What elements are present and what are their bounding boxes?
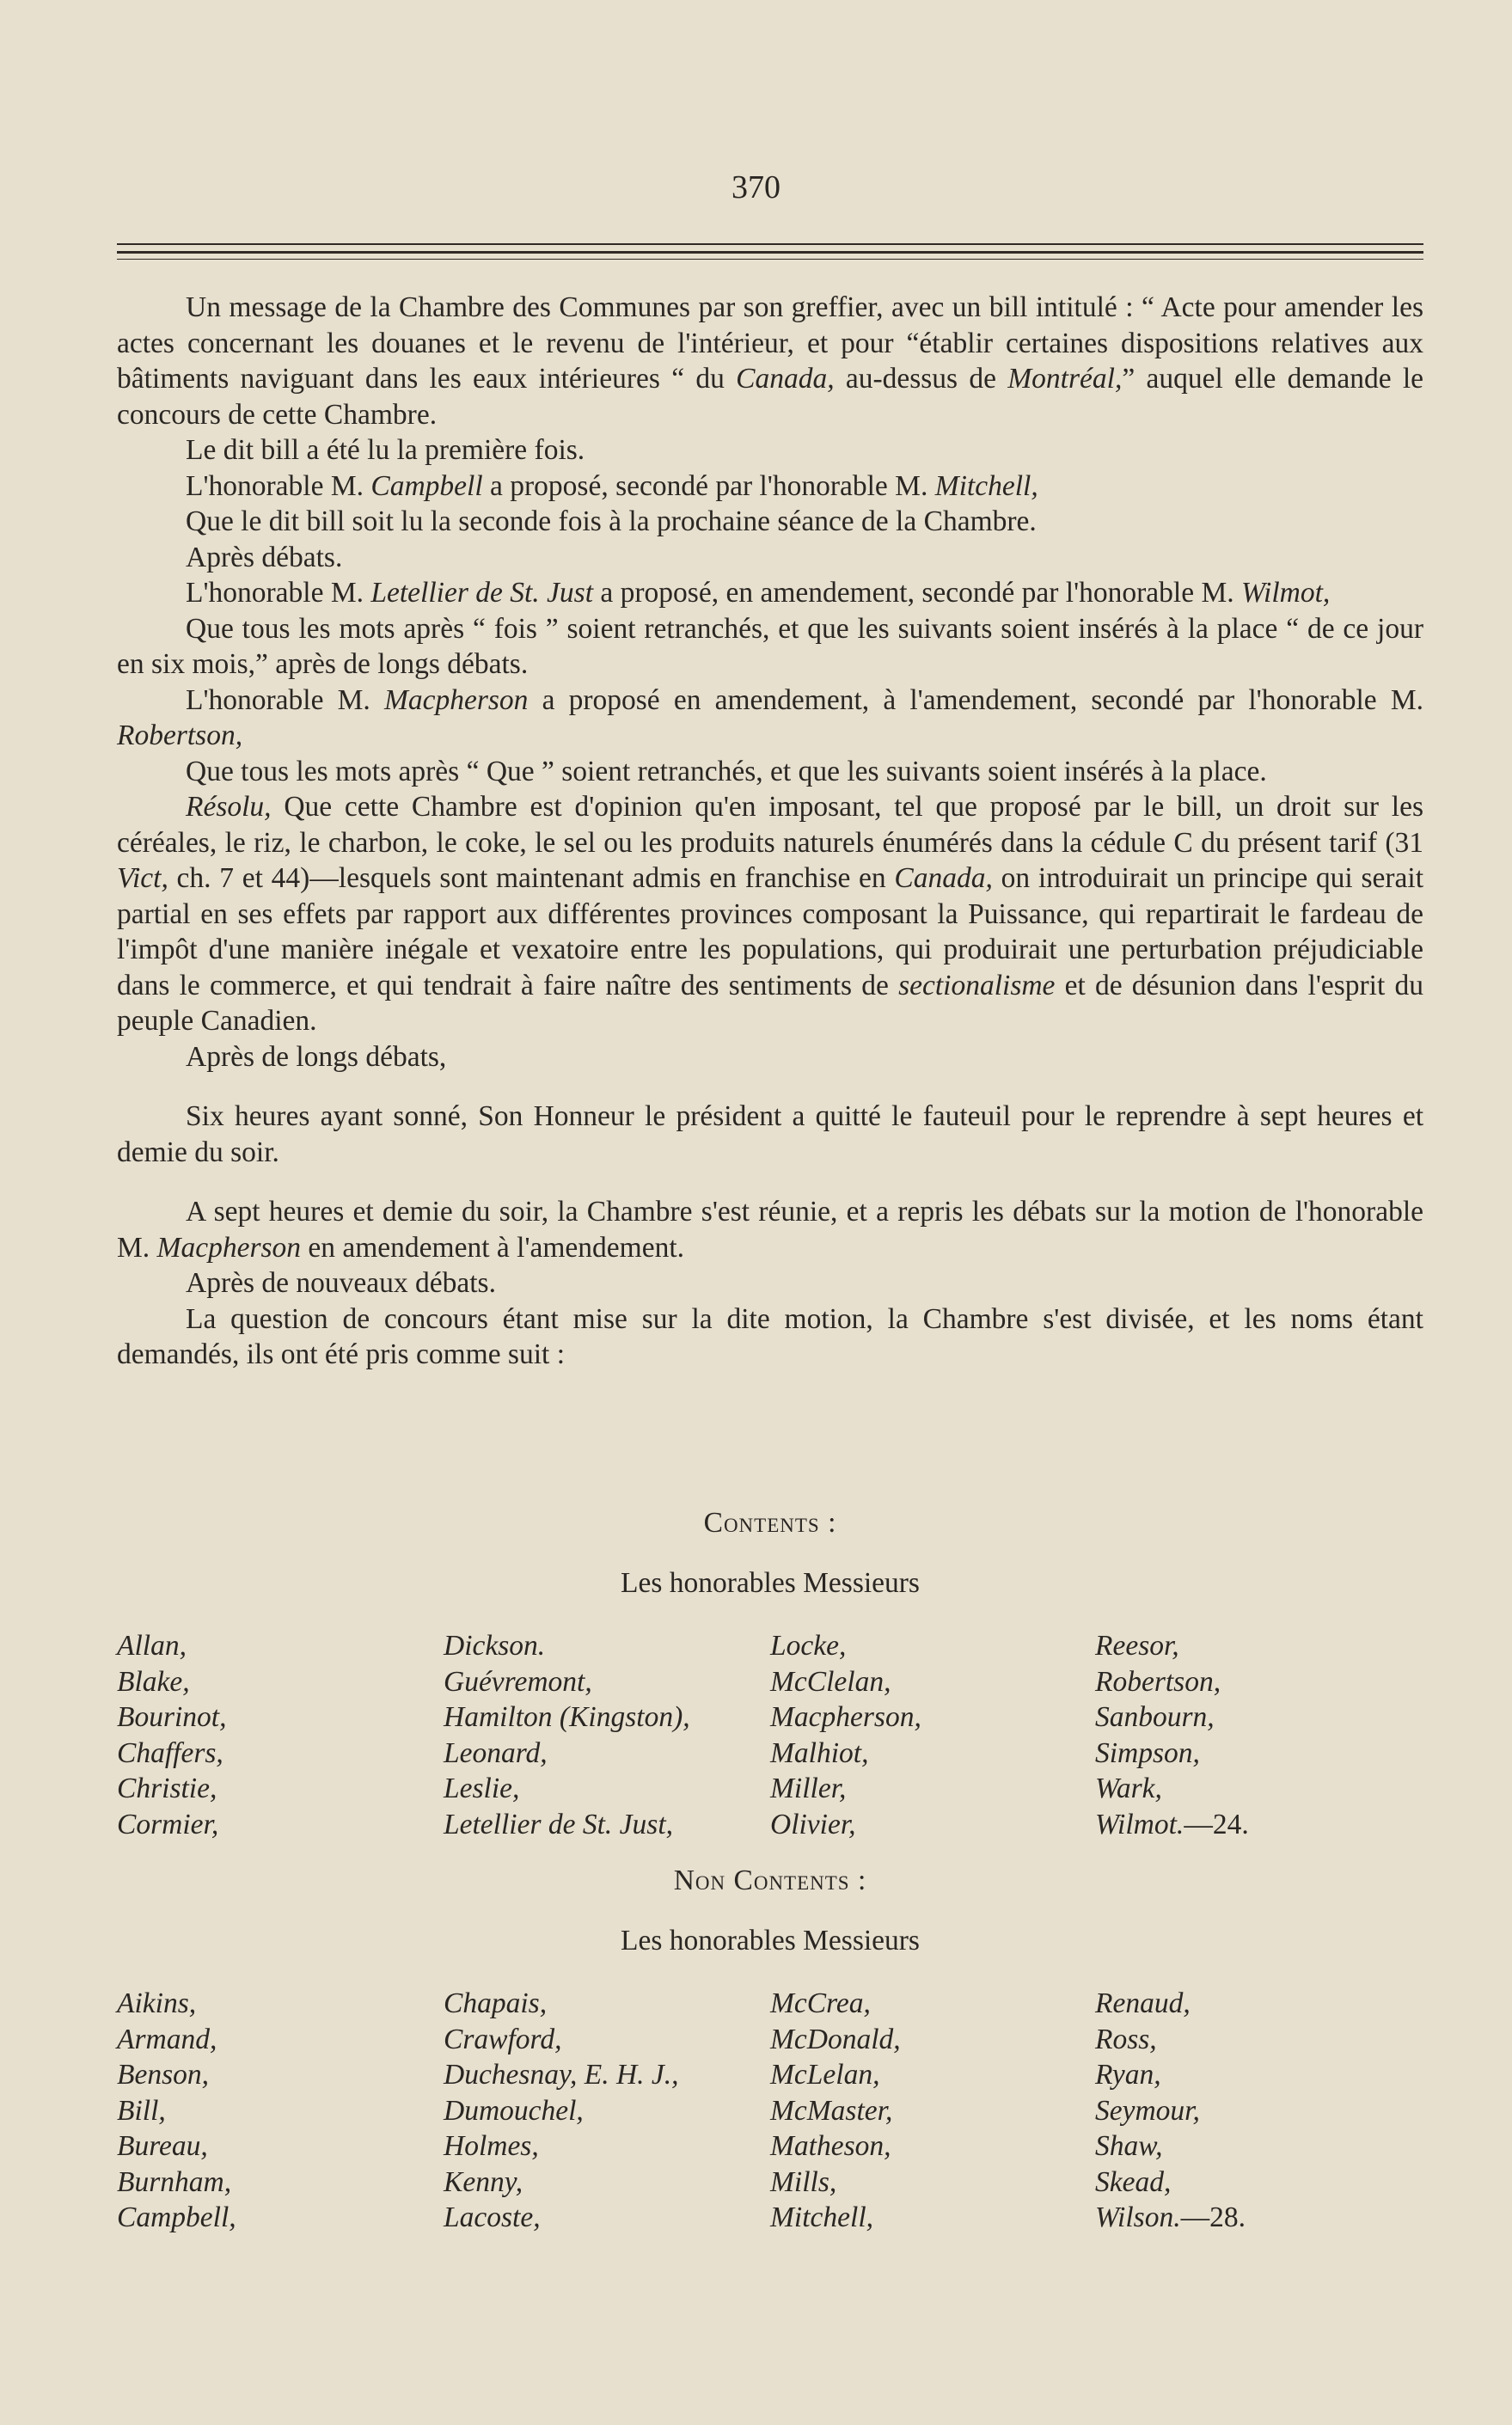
text-segment: a proposé, secondé par l'honorable M. bbox=[482, 469, 935, 502]
member-name bbox=[444, 1699, 770, 1736]
member-name-text: McClelan, bbox=[770, 1665, 891, 1698]
contents-subheading: Les honorables Messieurs bbox=[621, 1567, 920, 1599]
member-name-text: McLelan, bbox=[770, 2059, 880, 2091]
paragraph bbox=[117, 1099, 1423, 1170]
names-column bbox=[770, 1628, 1095, 1842]
header-rule-middle bbox=[117, 251, 1423, 254]
text-segment: Le dit bill a été lu la première fois. bbox=[186, 434, 585, 466]
member-name-text: Malhiot, bbox=[770, 1736, 869, 1769]
italic-text: Robertson, bbox=[117, 720, 243, 751]
member-name bbox=[1095, 1664, 1423, 1700]
text-segment: A sept heures et demie du soir, la Chambre s'est réunie, et a repris les débats sur la motion de l'honorable M. bbox=[117, 1196, 1423, 1264]
member-name-text: Aikins, bbox=[117, 1987, 197, 2019]
member-name bbox=[117, 2057, 444, 2093]
paragraph bbox=[117, 1039, 1423, 1075]
paragraph bbox=[117, 575, 1423, 611]
paragraph bbox=[117, 540, 1423, 576]
member-name-text: Mitchell, bbox=[770, 2201, 873, 2233]
vote-tally: —24. bbox=[1184, 1808, 1249, 1840]
member-name bbox=[117, 2200, 444, 2236]
member-name bbox=[117, 2093, 444, 2129]
paragraph bbox=[117, 432, 1423, 468]
member-name bbox=[444, 1771, 770, 1807]
member-name-text: Chaffers, bbox=[117, 1736, 223, 1769]
member-name-text: Leslie, bbox=[444, 1773, 520, 1804]
member-name-text: Blake, bbox=[117, 1665, 190, 1698]
member-name bbox=[770, 2022, 1095, 2058]
member-name-text: Dickson. bbox=[444, 1630, 546, 1662]
member-name bbox=[117, 1664, 444, 1700]
names-column bbox=[444, 1628, 770, 1842]
italic-text: Macpherson bbox=[383, 683, 529, 716]
member-name-text: Olivier, bbox=[770, 1808, 856, 1840]
text-segment: au-dessus de bbox=[834, 363, 1008, 395]
paragraph bbox=[117, 789, 1423, 1039]
member-name-text: Mills, bbox=[770, 2165, 837, 2198]
member-name-text: McDonald, bbox=[770, 2023, 901, 2055]
member-name bbox=[117, 1986, 444, 2022]
text-segment: Que tous les mots après “ Que ” soient retranchés, et que les suivants soient insérés à la place. bbox=[186, 755, 1267, 787]
text-segment: en amendement à l'amendement. bbox=[301, 1231, 685, 1264]
italic-text: sectionalisme bbox=[898, 969, 1056, 1001]
paragraph bbox=[117, 468, 1423, 505]
member-name bbox=[444, 1664, 770, 1700]
member-name bbox=[117, 2165, 444, 2201]
member-name-text: Bourinot, bbox=[117, 1701, 227, 1733]
member-name bbox=[444, 1986, 770, 2022]
member-name bbox=[770, 1986, 1095, 2022]
member-name bbox=[1095, 2093, 1423, 2129]
header-rule-bottom bbox=[117, 259, 1423, 260]
member-name-text: McCrea, bbox=[770, 1987, 871, 2019]
member-name bbox=[1095, 2022, 1423, 2058]
text-segment: La question de concours étant mise sur la dite motion, la Chambre s'est divisée, et les noms étant demandés, ils ont été pris comme suit : bbox=[117, 1302, 1423, 1370]
member-name-text: Shaw, bbox=[1095, 2130, 1163, 2162]
member-name bbox=[1095, 2165, 1423, 2201]
member-name bbox=[1095, 1628, 1423, 1664]
text-segment: L'honorable M. bbox=[186, 577, 371, 609]
text-segment: Un message de la Chambre des Communes par son greffier, avec un bill intitulé : “ Acte pour amender les actes concernant les douanes et le revenu de l'intérieur, et pour “établir certaines dispositions relatives aux bâtiments naviguant dans les eaux intérieures “ du bbox=[117, 291, 1423, 395]
contents-section bbox=[117, 1506, 1423, 1842]
member-name-text: Ryan, bbox=[1095, 2059, 1161, 2091]
member-name bbox=[770, 1664, 1095, 1700]
member-name bbox=[770, 2128, 1095, 2165]
member-name-text: Holmes, bbox=[444, 2130, 539, 2162]
member-name bbox=[770, 1699, 1095, 1736]
member-name bbox=[1095, 1807, 1423, 1843]
member-name bbox=[117, 1771, 444, 1807]
member-name bbox=[770, 1771, 1095, 1807]
member-name-text: Kenny, bbox=[444, 2165, 523, 2198]
text-segment: et de désunion dans l'esprit du peuple Canadien. bbox=[117, 969, 1423, 1037]
member-name bbox=[444, 1628, 770, 1664]
italic-text: Résolu, bbox=[186, 791, 272, 823]
body-text bbox=[117, 290, 1423, 1373]
names-column bbox=[117, 1628, 444, 1842]
member-name-text: Bureau, bbox=[117, 2130, 208, 2162]
member-name-text: McMaster, bbox=[770, 2094, 893, 2127]
member-name bbox=[117, 1736, 444, 1772]
member-name bbox=[444, 2057, 770, 2093]
text-segment: on introduirait un principe qui serait partial en ses effets par rapport aux différentes provinces composant la Puissance, qui repartirait le fardeau de l'impôt d'une manière inégale et vexatoire entre les populations, qui produirait une perturbation préjudiciable dans le commerce, et qui tendrait à faire naître des sentiments de bbox=[117, 862, 1423, 1001]
member-name bbox=[444, 1807, 770, 1843]
member-name bbox=[117, 1628, 444, 1664]
member-name-text: Cormier, bbox=[117, 1808, 219, 1840]
text-segment: Après de nouveaux débats. bbox=[186, 1267, 496, 1299]
member-name-text: Armand, bbox=[117, 2023, 217, 2055]
member-name bbox=[770, 2200, 1095, 2236]
member-name bbox=[117, 1807, 444, 1843]
paragraph bbox=[117, 754, 1423, 790]
member-name-text: Leonard, bbox=[444, 1736, 548, 1769]
member-name bbox=[770, 2165, 1095, 2201]
text-segment: Que cette Chambre est d'opinion qu'en imposant, tel que proposé par le bill, un droit sur les céréales, le riz, le charbon, le coke, le sel ou les produits naturels énumérés dans la cédule C du présent tarif (31 bbox=[117, 791, 1423, 859]
member-name-text: Benson, bbox=[117, 2059, 209, 2091]
member-name-text: Dumouchel, bbox=[444, 2094, 584, 2127]
member-name bbox=[1095, 2057, 1423, 2093]
member-name bbox=[770, 1736, 1095, 1772]
member-name-text: Wilmot. bbox=[1095, 1808, 1185, 1840]
text-segment: Après débats. bbox=[186, 541, 343, 573]
text-segment: ” auquel elle demande le concours de cette Chambre. bbox=[117, 363, 1424, 431]
contents-names-grid bbox=[117, 1628, 1423, 1842]
italic-text: Mitchell, bbox=[934, 469, 1038, 502]
member-name bbox=[770, 1628, 1095, 1664]
non-contents-section bbox=[117, 1864, 1423, 2236]
member-name bbox=[1095, 2128, 1423, 2165]
member-name-text: Duchesnay, E. H. J., bbox=[444, 2059, 679, 2091]
text-segment: Que tous les mots après “ fois ” soient retranchés, et que les suivants soient insérés à la place “ de ce jour en six mois,” après de longs débats. bbox=[117, 612, 1423, 680]
member-name-text: Robertson, bbox=[1095, 1665, 1221, 1698]
member-name bbox=[117, 1699, 444, 1736]
italic-text: Wilmot, bbox=[1240, 577, 1331, 609]
italic-text: Montréal, bbox=[1007, 363, 1123, 395]
member-name-text: Macpherson, bbox=[770, 1701, 921, 1733]
member-name-text: Renaud, bbox=[1095, 1987, 1191, 2019]
member-name-text: Miller, bbox=[770, 1773, 847, 1804]
italic-text: Campbell bbox=[370, 469, 483, 502]
paragraph bbox=[117, 683, 1423, 754]
italic-text: Canada, bbox=[894, 862, 993, 894]
non-contents-names-grid bbox=[117, 1986, 1423, 2236]
member-name bbox=[770, 2093, 1095, 2129]
names-column bbox=[444, 1986, 770, 2236]
member-name bbox=[444, 1736, 770, 1772]
italic-text: Letellier de St. Just bbox=[370, 577, 594, 609]
member-name bbox=[770, 1807, 1095, 1843]
member-name bbox=[117, 2022, 444, 2058]
member-name bbox=[444, 2165, 770, 2201]
names-column bbox=[1095, 1628, 1423, 1842]
member-name-text: Burnham, bbox=[117, 2165, 232, 2198]
member-name bbox=[1095, 1736, 1423, 1772]
page-number: 370 bbox=[732, 169, 780, 205]
paragraph bbox=[117, 504, 1423, 540]
paragraph bbox=[117, 611, 1423, 683]
member-name bbox=[117, 2128, 444, 2165]
non-contents-heading: Non Contents : bbox=[673, 1865, 867, 1896]
member-name-text: Allan, bbox=[117, 1630, 187, 1662]
member-name-text: Christie, bbox=[117, 1773, 217, 1804]
italic-text: Macpherson bbox=[156, 1231, 302, 1264]
member-name-text: Letellier de St. Just, bbox=[444, 1808, 674, 1840]
member-name bbox=[444, 2128, 770, 2165]
names-column bbox=[1095, 1986, 1423, 2236]
member-name bbox=[444, 2093, 770, 2129]
member-name-text: Reesor, bbox=[1095, 1630, 1179, 1662]
member-name bbox=[444, 2200, 770, 2236]
paragraph bbox=[117, 1301, 1423, 1373]
member-name bbox=[444, 2022, 770, 2058]
member-name-text: Ross, bbox=[1095, 2023, 1157, 2055]
vote-tally: —28. bbox=[1180, 2201, 1246, 2233]
member-name-text: Sanbourn, bbox=[1095, 1701, 1215, 1733]
non-contents-subheading: Les honorables Messieurs bbox=[621, 1925, 920, 1957]
header-rule-top bbox=[117, 243, 1423, 245]
member-name-text: Locke, bbox=[770, 1630, 847, 1662]
text-segment: Six heures ayant sonné, Son Honneur le président a quitté le fauteuil pour le reprendre à sept heures et demie du soir. bbox=[117, 1100, 1423, 1168]
member-name bbox=[1095, 2200, 1423, 2236]
member-name-text: Guévremont, bbox=[444, 1665, 592, 1698]
member-name bbox=[1095, 1699, 1423, 1736]
paragraph bbox=[117, 1194, 1423, 1265]
member-name-text: Chapais, bbox=[444, 1987, 548, 2019]
text-segment: Après de longs débats, bbox=[186, 1040, 447, 1073]
member-name-text: Bill, bbox=[117, 2094, 166, 2127]
text-segment: ch. 7 et 44)—lesquels sont maintenant admis en franchise en bbox=[168, 862, 895, 894]
member-name-text: Matheson, bbox=[770, 2130, 891, 2162]
text-segment: Que le dit bill soit lu la seconde fois à la prochaine séance de la Chambre. bbox=[186, 505, 1037, 537]
text-segment: L'honorable M. bbox=[186, 683, 384, 716]
text-segment: L'honorable M. bbox=[186, 469, 371, 502]
member-name-text: Hamilton (Kingston), bbox=[444, 1701, 690, 1733]
contents-heading: Contents : bbox=[703, 1507, 837, 1539]
paragraph bbox=[117, 1265, 1423, 1301]
member-name-text: Crawford, bbox=[444, 2023, 562, 2055]
member-name-text: Campbell, bbox=[117, 2201, 236, 2233]
italic-text: Vict, bbox=[117, 862, 168, 894]
member-name-text: Simpson, bbox=[1095, 1736, 1200, 1769]
italic-text: Canada, bbox=[736, 363, 835, 395]
text-segment: a proposé en amendement, à l'amendement, secondé par l'honorable M. bbox=[528, 683, 1423, 716]
member-name bbox=[1095, 1771, 1423, 1807]
paragraph bbox=[117, 290, 1423, 432]
names-column bbox=[770, 1986, 1095, 2236]
member-name-text: Seymour, bbox=[1095, 2094, 1200, 2127]
text-segment: a proposé, en amendement, secondé par l'honorable M. bbox=[593, 577, 1241, 609]
member-name-text: Lacoste, bbox=[444, 2201, 541, 2233]
member-name bbox=[770, 2057, 1095, 2093]
names-column bbox=[117, 1986, 444, 2236]
member-name bbox=[1095, 1986, 1423, 2022]
member-name-text: Wilson. bbox=[1095, 2201, 1181, 2233]
member-name-text: Wark, bbox=[1095, 1773, 1162, 1804]
member-name-text: Skead, bbox=[1095, 2165, 1172, 2198]
